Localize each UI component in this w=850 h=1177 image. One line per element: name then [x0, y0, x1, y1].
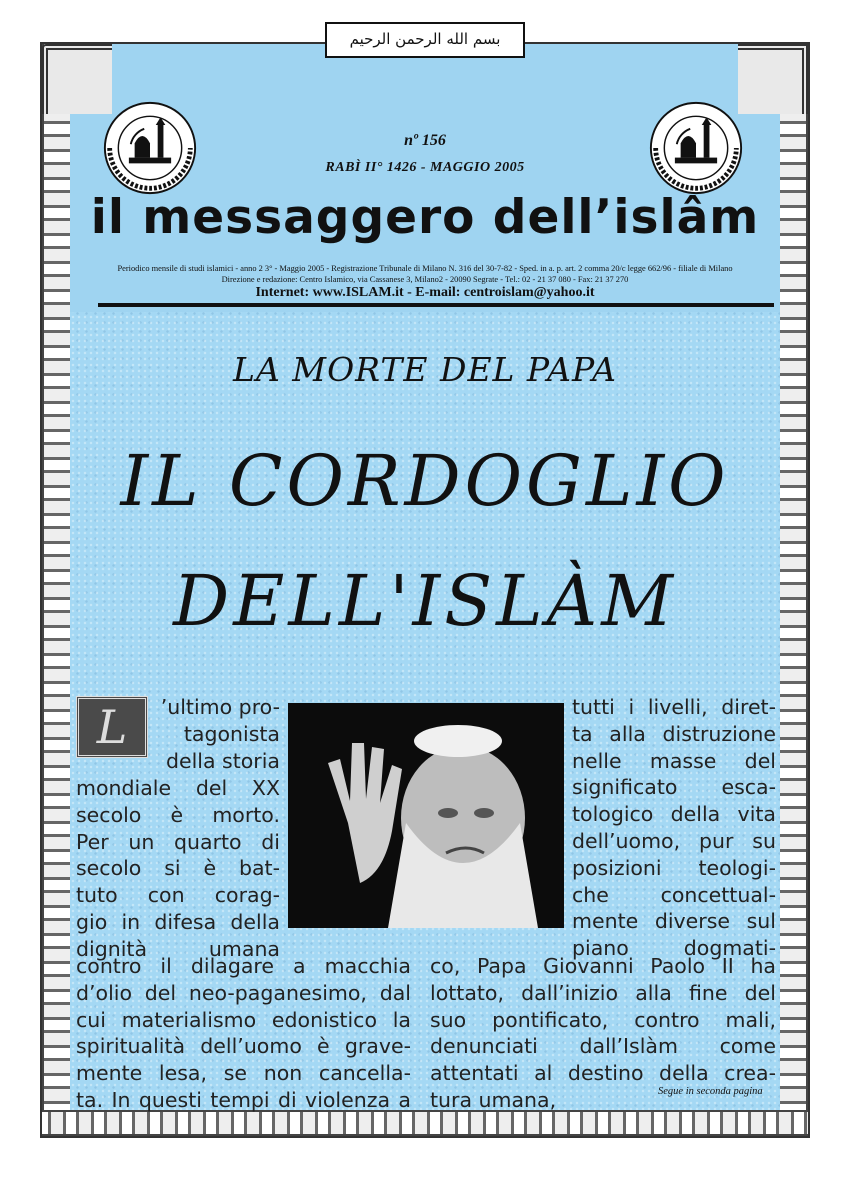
text-line: della storia — [165, 749, 280, 773]
article-col-left-wide — [76, 775, 280, 963]
text-line: spiritualità dell’uomo è grave- — [76, 1034, 411, 1059]
text-line: dell’uomo, pur su — [572, 828, 776, 853]
article-col-left-top — [152, 694, 280, 748]
text-line: contro il dilagare a macchia — [76, 954, 411, 978]
issue-date: RABÌ II° 1426 - MAGGIO 2005 — [325, 160, 525, 175]
text-line: significato esca- — [572, 775, 776, 800]
text-line: Per un quarto di — [76, 829, 280, 854]
text-line: tuto con corag- — [76, 883, 280, 908]
issue-number: nº 156 — [404, 132, 446, 149]
pope-portrait-photo — [288, 703, 564, 928]
contact-links: Internet: www.ISLAM.it - E-mail: centroislam@yahoo.it — [255, 285, 595, 300]
text-line: dignità umana — [76, 936, 280, 961]
text-line: nelle masse del — [572, 748, 776, 773]
text-line: cui materialismo edonistico la — [76, 1007, 411, 1032]
continued-note: Segue in seconda pagina — [658, 1086, 763, 1097]
text-line: tologico della vita — [572, 802, 776, 827]
article-col-left-top-3 — [152, 748, 280, 775]
text-line: ta. In questi tempi di violenza a — [76, 1087, 411, 1112]
text-line: co, Papa Giovanni Paolo II ha — [430, 954, 776, 978]
text-line: secolo si è bat- — [76, 856, 280, 881]
ornamental-letter-L: L — [76, 696, 148, 758]
imprint-line-1: Periodico mensile di studi islamici - anno 2 3° - Maggio 2005 - Registrazione Tribunale di Milano N. 316 del 30-7-82 - Sped. in a. p. art. 2 comma 20/c legge 662/96 - filiale di Milano — [117, 264, 733, 273]
corner-ornament-right — [738, 44, 808, 114]
text-line: secolo è morto. — [76, 802, 280, 827]
text-line: tura umana, — [430, 1087, 557, 1112]
text-line: ’ultimo pro- — [160, 695, 280, 719]
article-col-left-bottom — [76, 953, 411, 1114]
text-line: tagonista — [183, 721, 280, 746]
text-line: mente lesa, se non cancella- — [76, 1061, 411, 1086]
text-line: ta alla distruzione — [572, 721, 776, 746]
imprint-line-2: Direzione e redazione: Centro Islamico, via Cassanese 3, Milano2 - 20090 Segrate - Tel.: 02 - 21 37 080 - Fax: 21 37 270 — [221, 275, 629, 284]
text-line: gio in difesa della — [76, 909, 280, 934]
text-line: piano dogmati- — [572, 936, 776, 961]
text-line: denunciati dall’Islàm come — [430, 1034, 776, 1059]
basmala-box: بسم الله الرحمن الرحيم — [325, 22, 525, 58]
headline-line-1: IL CORDOGLIO — [120, 440, 730, 522]
article-kicker: LA MORTE DEL PAPA — [233, 350, 617, 389]
text-line: posizioni teologi- — [572, 855, 776, 880]
headline-line-2: DELL'ISLÀM — [173, 560, 677, 642]
text-line: mente diverse sul — [572, 909, 776, 934]
bottom-border-chain — [42, 1110, 808, 1136]
text-line: mondiale del XX — [76, 776, 280, 800]
article-col-right-top — [572, 694, 776, 962]
header-rule — [98, 303, 774, 307]
text-line: attentati al destino della crea- — [430, 1061, 776, 1086]
text-line: suo pontificato, contro mali, — [430, 1007, 776, 1032]
text-line: d’olio del neo-paganesimo, dal — [76, 980, 411, 1005]
text-line: che concettual- — [572, 882, 776, 907]
text-line: lottato, dall’inizio alla fine del — [430, 980, 776, 1005]
text-line: tutti i livelli, diret- — [572, 695, 776, 719]
masthead-title: il messaggero dell’islâm — [90, 190, 760, 245]
